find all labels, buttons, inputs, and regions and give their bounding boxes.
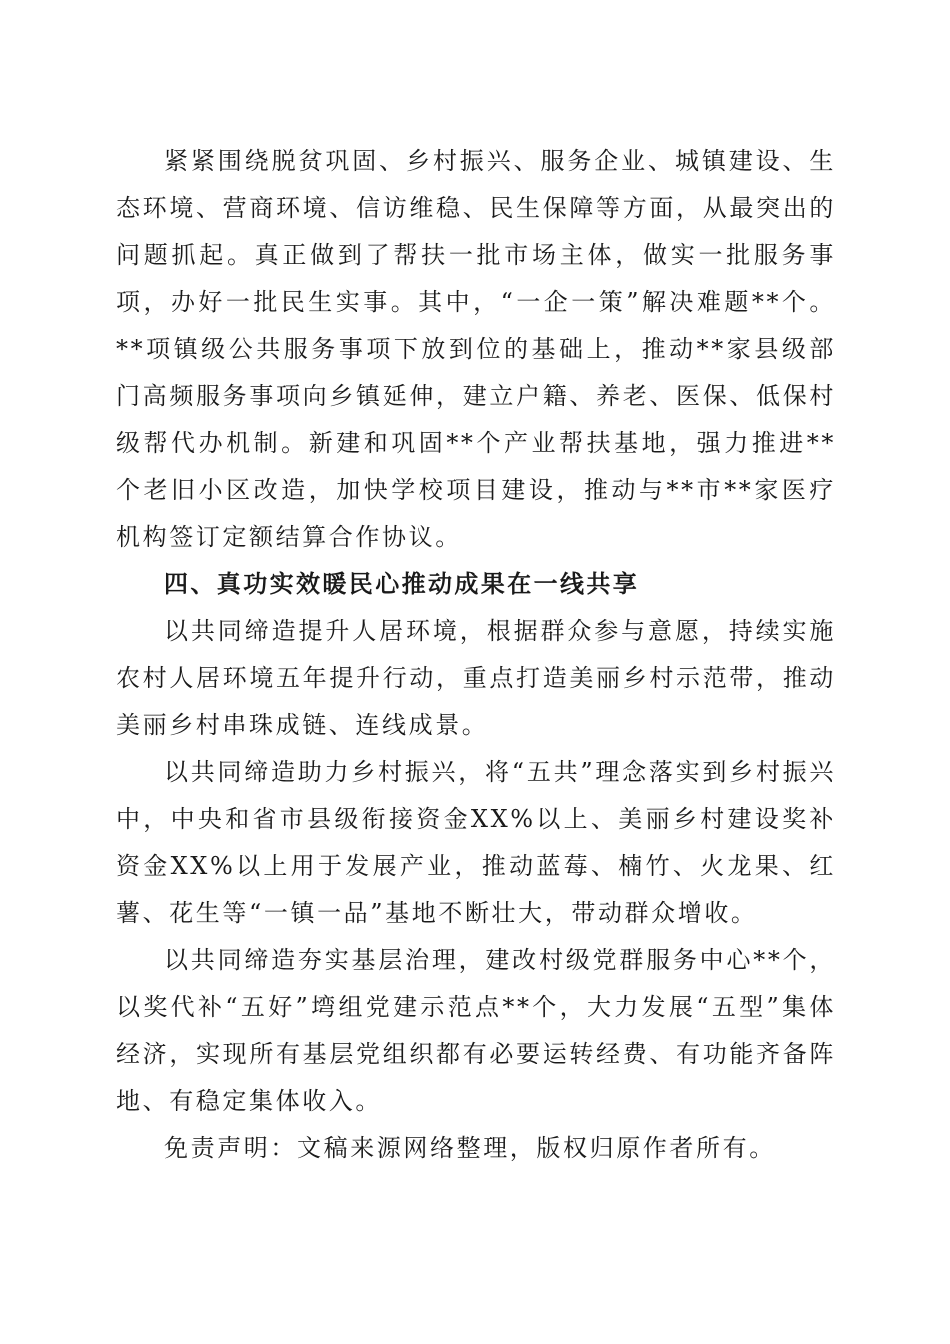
paragraph-2: 以共同缔造提升人居环境，根据群众参与意愿，持续实施农村人居环境五年提升行动，重点打造美丽乡村示范带，推动美丽乡村串珠成链、连线成景。: [116, 617, 836, 739]
paragraph-3: 以共同缔造助力乡村振兴，将“五共”理念落实到乡村振兴中，中央和省市县级衔接资金XX%以上、美丽乡村建设奖补资金XX%以上用于发展产业，推动蓝莓、楠竹、火龙果、红薯、花生等“一镇一品”基地不断壮大，带动群众增收。: [116, 758, 836, 927]
paragraph-4: 以共同缔造夯实基层治理，建改村级党群服务中心**个，以奖代补“五好”塆组党建示范点**个，大力发展“五型”集体经济，实现所有基层党组织都有必要运转经费、有功能齐备阵地、有稳定集体收入。: [116, 946, 836, 1115]
section-heading-4: 四、真功实效暖民心推动成果在一线共享: [164, 570, 640, 598]
document-body: [116, 138, 836, 1172]
disclaimer: 免责声明：文稿来源网络整理，版权归原作者所有。: [164, 1134, 776, 1162]
paragraph-1: 紧紧围绕脱贫巩固、乡村振兴、服务企业、城镇建设、生态环境、营商环境、信访维稳、民生保障等方面，从最突出的问题抓起。真正做到了帮扶一批市场主体，做实一批服务事项，办好一批民生实事。其中，“一企一策”解决难题**个。**项镇级公共服务事项下放到位的基础上，推动**家县级部门高频服务事项向乡镇延伸，建立户籍、养老、医保、低保村级帮代办机制。新建和巩固**个产业帮扶基地，强力推进**个老旧小区改造，加快学校项目建设，推动与**市**家医疗机构签订定额结算合作协议。: [116, 147, 836, 551]
